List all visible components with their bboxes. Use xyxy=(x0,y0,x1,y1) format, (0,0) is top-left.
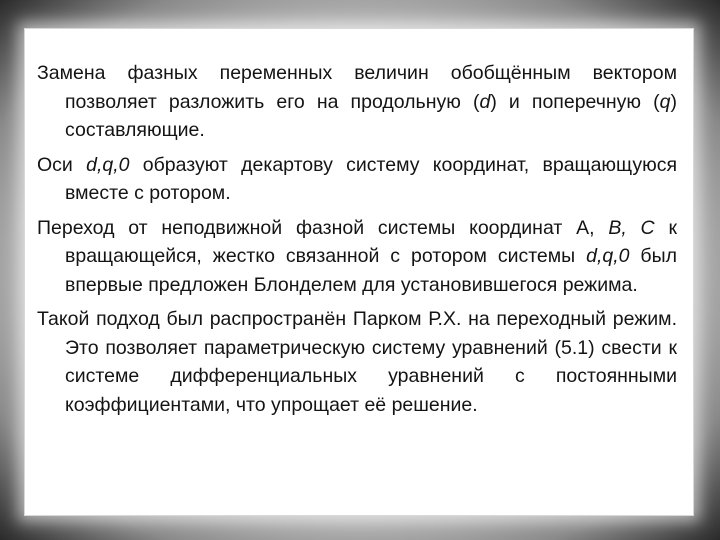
italic-symbol: B, C xyxy=(608,216,655,239)
text-run: Оси xyxy=(37,153,87,176)
text-run: ) и поперечную ( xyxy=(490,90,660,113)
slide xyxy=(24,28,694,516)
text-run: образуют декартову систему координат, вращающуюся вместе с ротором. xyxy=(65,153,678,204)
text-run: Замена фазных переменных величин обобщённым вектором позволяет разложить его на продольную ( xyxy=(37,62,677,113)
text-run: к вращающейся, жестко связанной с ротором системы xyxy=(65,216,677,267)
paragraph-4 xyxy=(37,305,677,419)
text-run: был впервые предложен Блонделем для установившегося режима. xyxy=(65,245,677,296)
text-run: Переход от неподвижной фазной системы координат A, xyxy=(37,216,609,239)
italic-symbol: q xyxy=(659,90,671,113)
paragraph-1 xyxy=(37,59,677,145)
italic-symbol: d xyxy=(479,90,491,113)
italic-symbol: d,q,0 xyxy=(86,153,130,176)
paragraph-3 xyxy=(37,214,677,300)
text-run: ) составляющие. xyxy=(65,90,677,141)
italic-symbol: d,q,0 xyxy=(586,245,630,267)
paragraph-2 xyxy=(37,151,677,208)
slide-body xyxy=(37,59,677,425)
text-run: Такой подход был распространён Парком Р.Х. на переходный режим. Это позволяет параметрическую систему уравнений (5.1) свести к системе дифференциальных уравнений с постоянными коэффициентами, что упрощает её решение. xyxy=(37,308,677,416)
